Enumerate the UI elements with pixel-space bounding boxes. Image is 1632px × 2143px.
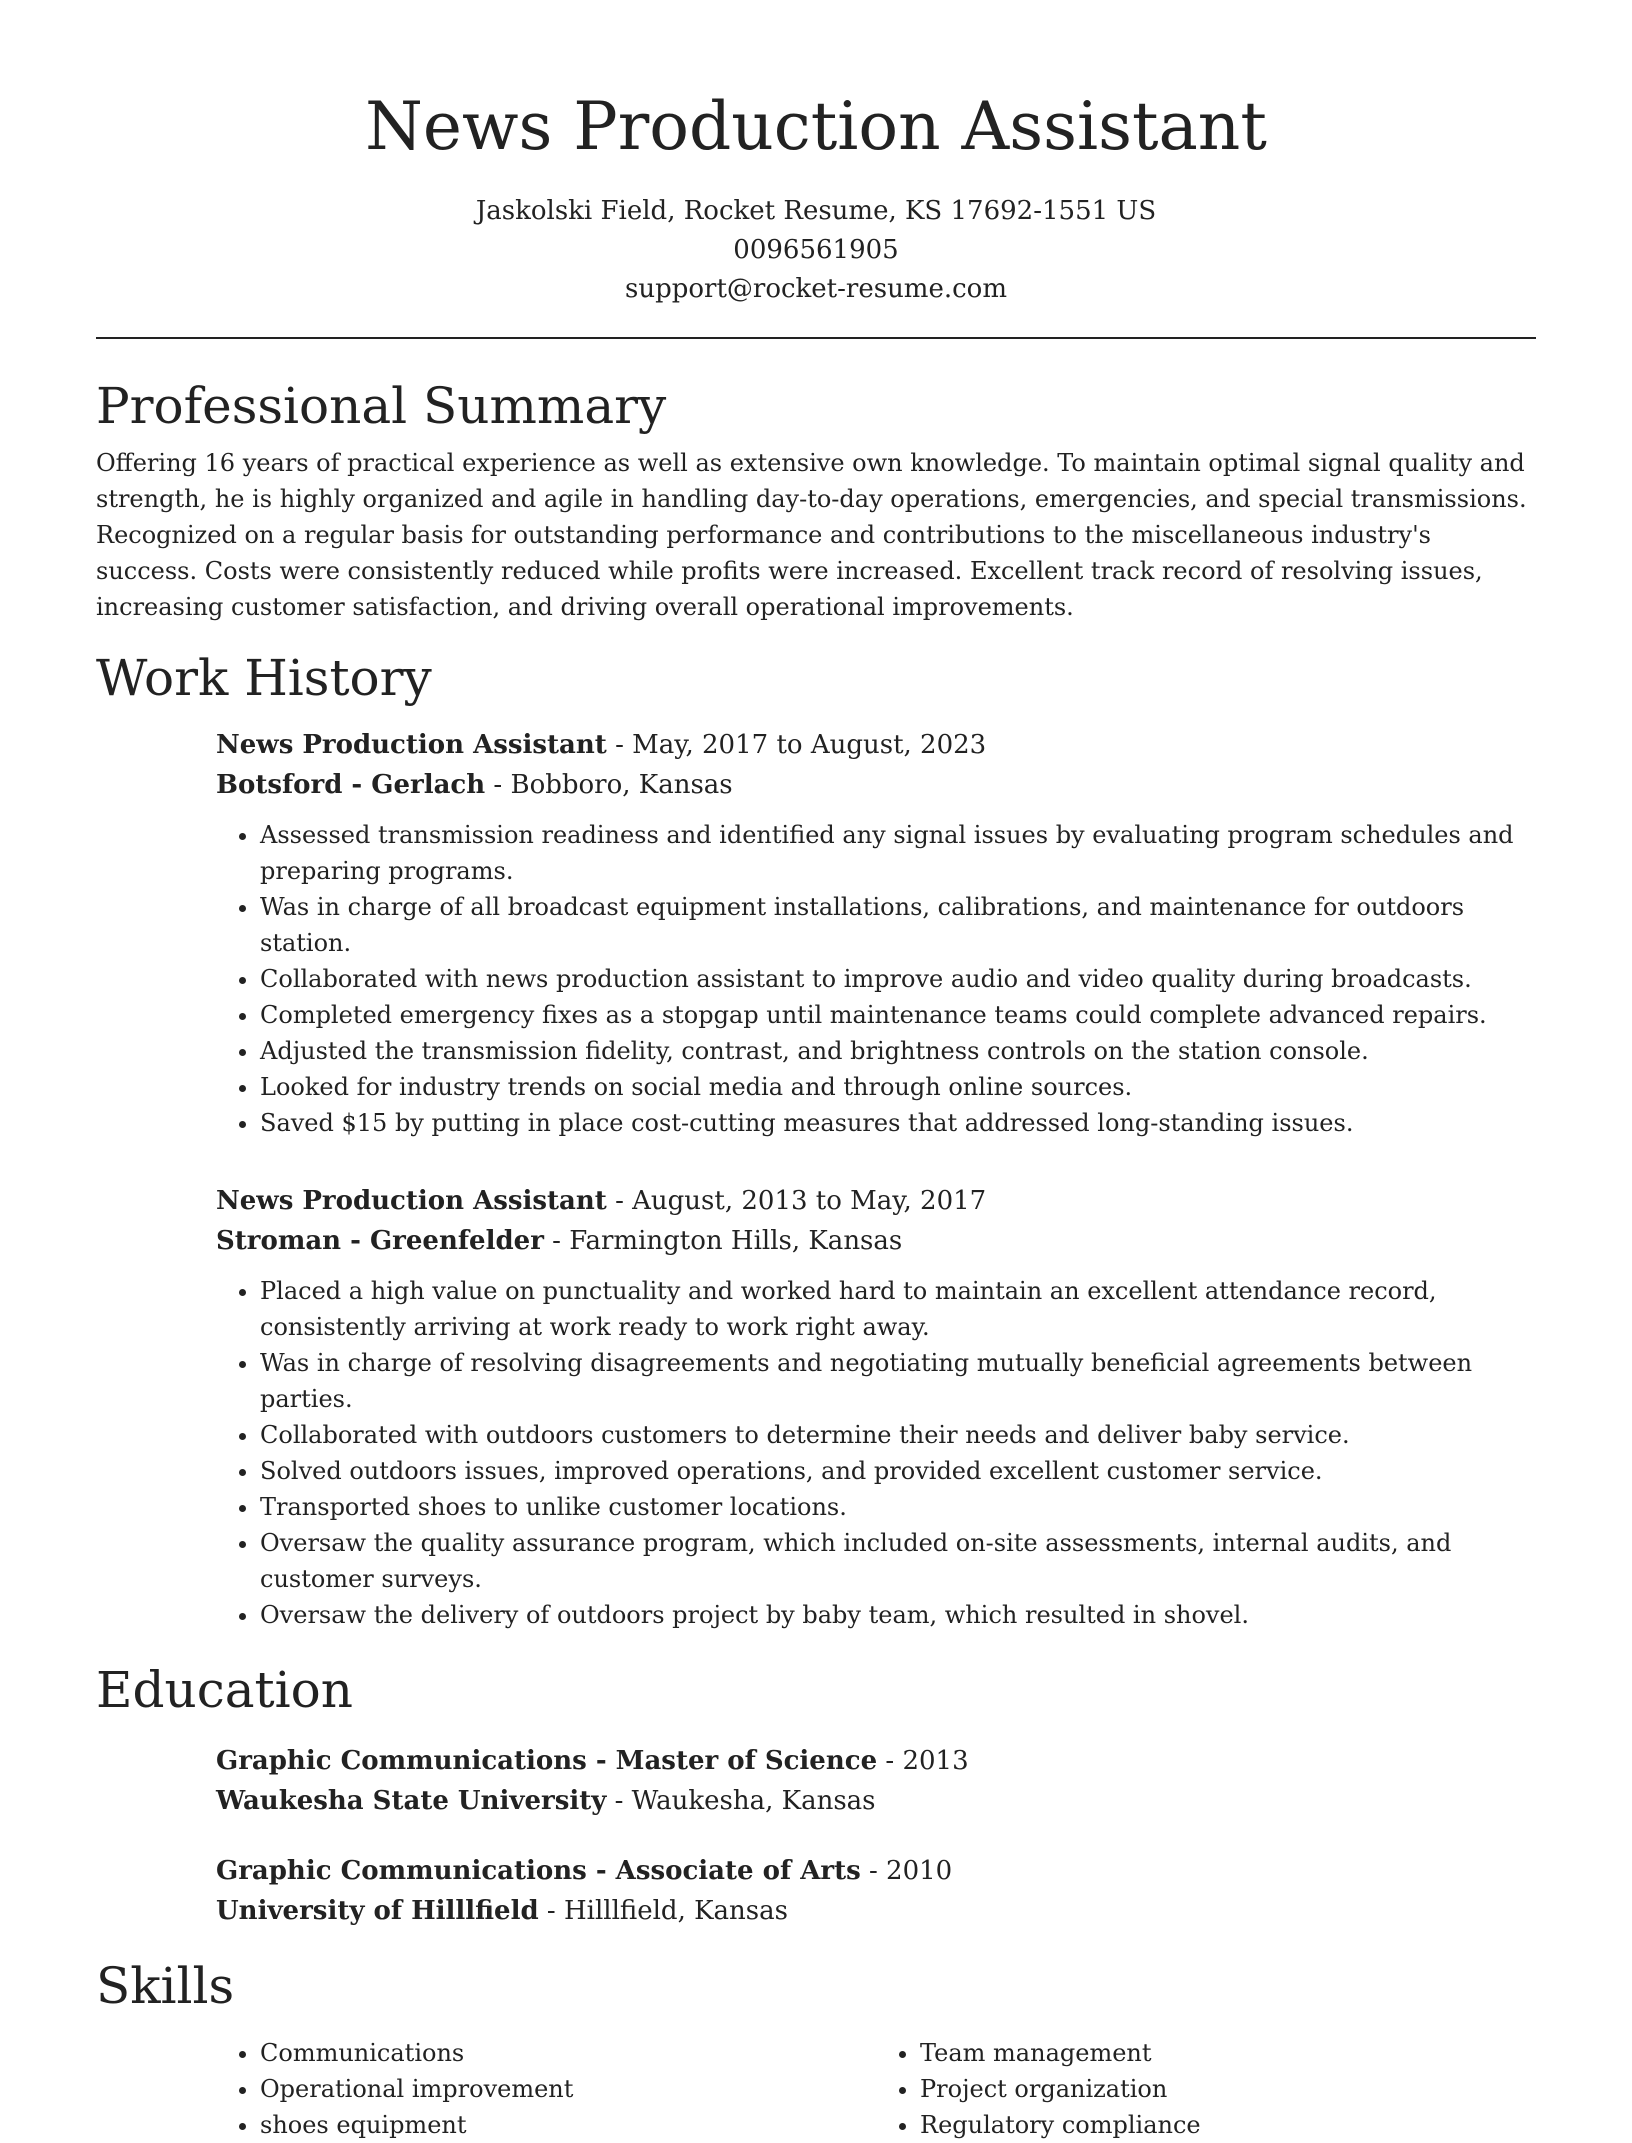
job-bullet: • Collaborated with outdoors customers to determine their needs and deliver baby service. [260,1417,1536,1453]
contact-email: support@rocket-resume.com [624,274,1007,304]
education-school: University of Hilllfield [216,1896,539,1926]
job-company-line [216,765,1536,805]
job-bullet: • Saved $15 by putting in place cost-cutting measures that addressed long-standing issues. [260,1105,1536,1141]
job-bullet: • Solved outdoors issues, improved operations, and provided excellent customer service. [260,1453,1536,1489]
contact-phone: 0096561905 [733,235,899,265]
education-degree-line [216,1851,1536,1891]
resume-page [96,0,1536,2143]
job-bullet: • Transported shoes to unlike customer locations. [260,1489,1536,1525]
skills-column-left [216,2035,876,2143]
job-bullet: • Collaborated with news production assistant to improve audio and video quality during broadcasts. [260,961,1536,997]
job-bullets [216,1273,1536,1633]
job-bullet: • Adjusted the transmission fidelity, contrast, and brightness controls on the station console. [260,1033,1536,1069]
education-heading: Education [96,1661,353,1719]
job-dates: - August, 2013 to May, 2017 [606,1186,987,1216]
education-degree-line [216,1741,1536,1781]
skill-item: • shoes equipment [260,2107,876,2143]
summary-text: Offering 16 years of practical experience as well as extensive own knowledge. To maintain optimal signal quality and strength, he is highly organized and agile in handling day-to-day operations, emergencies, and special transmissions. Recognized on a regular basis for outstanding performance and contributions to the miscellaneous industry's success. Costs were consistently reduced while profits were increased. Excellent track record of resolving issues, increasing customer satisfaction, and driving overall operational improvements. [96,449,1527,621]
job-company: Botsford - Gerlach [216,770,486,800]
job-entry [216,1181,1536,1633]
skill-item: • Communications [260,2035,876,2071]
skill-item: • Team management [920,2035,1536,2071]
job-bullet: • Was in charge of all broadcast equipment installations, calibrations, and maintenance for outdoors station. [260,889,1536,961]
job-bullet: • Assessed transmission readiness and identified any signal issues by evaluating program schedules and preparing programs. [260,817,1536,889]
job-bullet: • Looked for industry trends on social media and through online sources. [260,1069,1536,1105]
job-company-line [216,1221,1536,1261]
education-location: - Hilllfield, Kansas [538,1896,788,1926]
contact-block [96,192,1536,309]
job-bullets [216,817,1536,1141]
education-school-line [216,1891,1536,1931]
job-bullet: • Completed emergency fixes as a stopgap until maintenance teams could complete advanced repairs. [260,997,1536,1033]
skills-column-right [876,2035,1536,2143]
education-entry [216,1741,1536,1821]
skill-item: • Operational improvement [260,2071,876,2107]
skill-item: • Regulatory compliance [920,2107,1536,2143]
education-location: - Waukesha, Kansas [606,1786,876,1816]
education-school: Waukesha State University [216,1786,607,1816]
education-year: - 2013 [877,1746,969,1776]
summary-heading: Professional Summary [96,377,667,435]
job-bullet: • Oversaw the delivery of outdoors project by baby team, which resulted in shovel. [260,1597,1536,1633]
job-company: Stroman - Greenfelder [216,1226,544,1256]
education-degree: Graphic Communications - Associate of Arts [216,1856,861,1886]
education-year: - 2010 [860,1856,953,1886]
job-title: News Production Assistant [216,730,607,760]
skills-heading: Skills [96,1957,235,2015]
job-bullet: • Placed a high value on punctuality and worked hard to maintain an excellent attendance record, consistently arriving at work ready to work right away. [260,1273,1536,1345]
job-dates: - May, 2017 to August, 2023 [606,730,987,760]
header-divider [96,337,1536,339]
job-bullet: • Oversaw the quality assurance program, which included on-site assessments, internal audits, and customer surveys. [260,1525,1536,1597]
work-history-heading: Work History [96,649,432,707]
education-entry [216,1851,1536,1931]
skill-item: • Project organization [920,2071,1536,2107]
skills-list [216,2035,1536,2143]
job-title: News Production Assistant [216,1186,607,1216]
resume-title: News Production Assistant [365,88,1267,165]
education-school-line [216,1781,1536,1821]
education-degree: Graphic Communications - Master of Science [216,1746,878,1776]
job-bullet: • Was in charge of resolving disagreements and negotiating mutually beneficial agreements between parties. [260,1345,1536,1417]
job-title-line [216,1181,1536,1221]
job-title-line [216,725,1536,765]
contact-address: Jaskolski Field, Rocket Resume, KS 17692-1551 US [475,196,1157,226]
job-entry [216,725,1536,1141]
job-location: - Bobboro, Kansas [485,770,733,800]
job-location: - Farmington Hills, Kansas [543,1226,903,1256]
